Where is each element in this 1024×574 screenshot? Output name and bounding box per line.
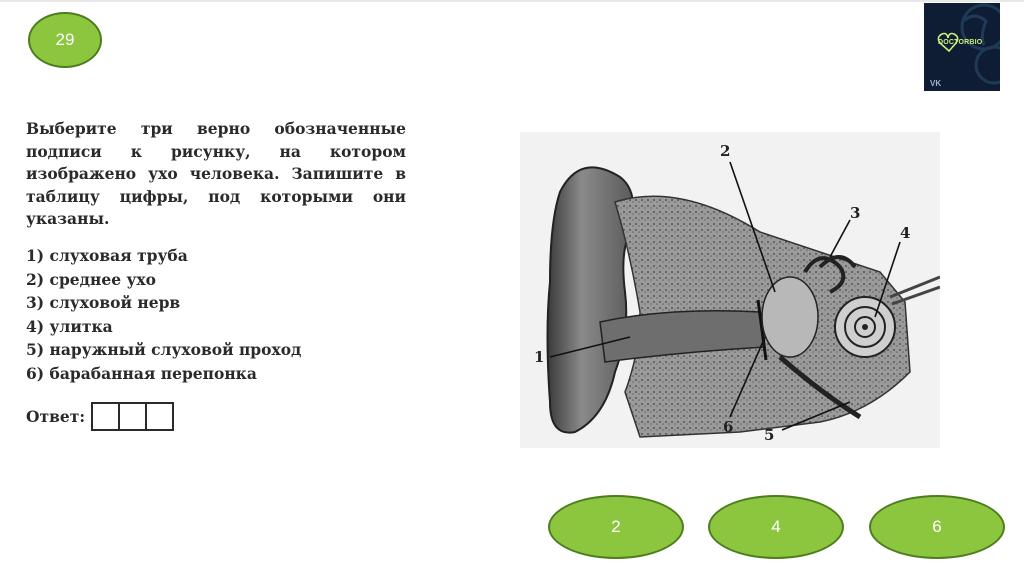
figure-label: 3 <box>850 204 861 222</box>
figure-label: 4 <box>900 224 911 242</box>
doctorbio-logo <box>924 3 1000 91</box>
slide-number-badge: 29 <box>28 12 102 68</box>
answer-choice-button[interactable]: 2 <box>548 495 684 559</box>
answer-choice-button[interactable]: 6 <box>869 495 1005 559</box>
logo-brand-text: DOCTORBIO <box>938 39 983 46</box>
top-divider <box>0 0 1024 2</box>
answer-table <box>93 402 174 431</box>
vk-icon[interactable]: VK <box>930 79 942 88</box>
options-list <box>26 244 301 385</box>
ear-diagram <box>520 132 940 448</box>
option-item: 4) улитка <box>26 316 113 336</box>
logo-graphic <box>924 3 1000 91</box>
option-item: 2) среднее ухо <box>26 269 156 289</box>
answer-choice-button[interactable]: 4 <box>708 495 844 559</box>
middle-ear-cavity <box>762 277 818 357</box>
answer-cell[interactable] <box>145 402 174 431</box>
figure-label: 5 <box>764 426 775 444</box>
figure-label: 2 <box>720 142 731 160</box>
option-item: 3) слуховой нерв <box>26 293 181 312</box>
cochlea <box>835 297 895 357</box>
answer-cell[interactable] <box>118 402 147 431</box>
option-item: 1) слуховая труба <box>26 246 188 265</box>
option-item: 6) барабанная перепонка <box>26 363 257 383</box>
answer-cell[interactable] <box>91 402 120 431</box>
answer-label: Ответ: <box>26 407 86 426</box>
answer-row <box>26 402 174 431</box>
question-text: Выберите три верно обозначенные подписи к рисунку, на котором изображено ухо человека. Запишите в таблицу цифры, под которыми они указаны. <box>26 119 406 228</box>
figure-label: 1 <box>534 348 545 366</box>
option-item: 5) наружный слуховой проход <box>26 340 302 359</box>
figure-label: 6 <box>723 418 734 436</box>
